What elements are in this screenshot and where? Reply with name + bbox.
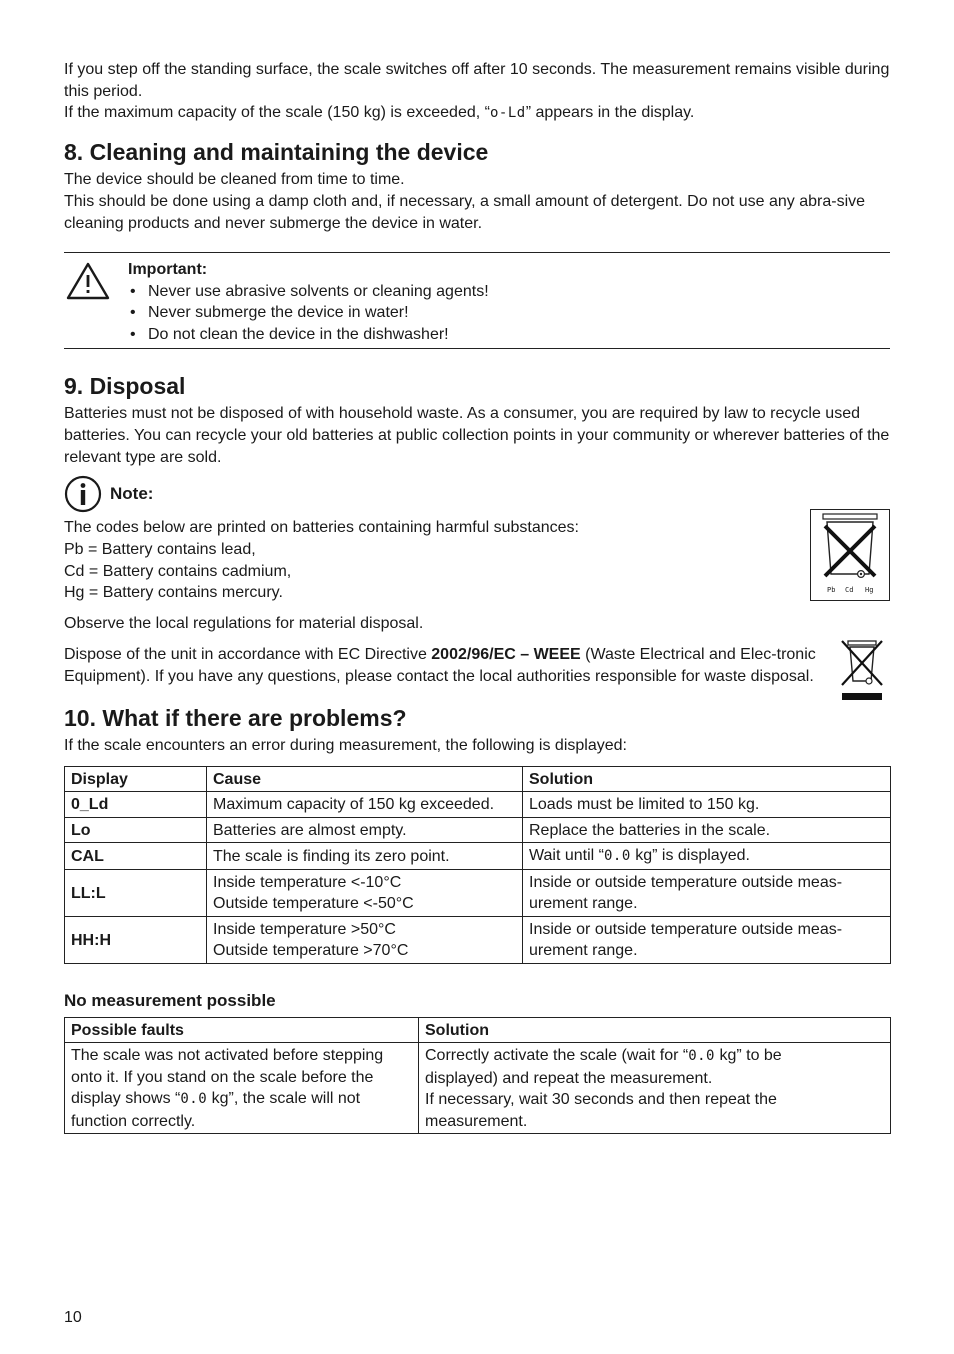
header-display: Display [65,766,207,792]
weee-directive: 2002/96/EC – WEEE [431,645,581,663]
table-row [65,869,891,916]
header-solution: Solution [419,1017,891,1043]
code-cadmium: Cd = Battery contains cadmium, [64,562,292,580]
display-code: HH:H [65,916,207,963]
battery-codes [64,517,890,604]
solution-line: Inside or outside temperature outside meas- [529,873,843,891]
zero-display-code: 0.0 [603,848,631,865]
weee-block [64,644,890,687]
solution-cell [523,843,891,870]
fault-line: The scale was not activated before stepping [71,1047,384,1065]
bin-label-hg: Hg [865,586,874,595]
cause-cell [207,869,523,916]
important-content [128,259,489,345]
regulations-paragraph: Observe the local regulations for material disposal. [64,615,424,633]
important-list [128,281,489,346]
header-cause: Cause [207,766,523,792]
intro-paragraph-2 [64,102,890,125]
solution-line [425,1045,884,1068]
header-possible-faults: Possible faults [65,1017,419,1043]
table-row [65,1043,891,1134]
codes-intro: The codes below are printed on batteries containing harmful substances: [64,519,579,537]
problems-intro: If the scale encounters an error during measurement, the following is displayed: [64,737,627,755]
table-row [65,817,891,843]
weee-text-before: Dispose of the unit in accordance with EC Directive [64,645,432,663]
solution-line: If necessary, wait 30 seconds and then repeat the [425,1091,777,1109]
table-row [65,843,891,870]
intro-paragraph-1: If you step off the standing surface, the scale switches off after 10 seconds. The measurement remains visible during this period. [64,61,890,100]
section-10-heading: 10. What if there are problems? [64,705,407,732]
intro-p2-text-before: If the maximum capacity of the scale (150 kg) is exceeded, “ [64,104,490,122]
solution-line: displayed) and repeat the measurement. [425,1069,713,1087]
header-solution: Solution [523,766,891,792]
cause-cell: Maximum capacity of 150 kg exceeded. [207,792,523,818]
table-header-row [65,766,891,792]
table-row [65,916,891,963]
warning-triangle-icon [66,262,110,300]
faults-table [64,1017,891,1135]
solution-cell [419,1043,891,1134]
table-header-row [65,1017,891,1043]
display-code: LL:L [65,869,207,916]
note-header [64,475,890,517]
cause-cell [207,916,523,963]
cause-line: Inside temperature >50°C [213,920,396,938]
disposal-paragraph: Batteries must not be disposed of with household waste. As a consumer, you are required by law to recycle used batteries. You can recycle your old batteries at public collection points in your community or wherever batteries of the relevant type are sold. [64,405,890,466]
cleaning-paragraph-1: The device should be cleaned from time to time. [64,171,405,189]
note-label: Note: [110,484,154,504]
solution-line: measurement. [425,1112,528,1130]
zero-display-code: 0.0 [180,1091,208,1108]
cleaning-paragraph-2: This should be done using a damp cloth and, if necessary, a small amount of detergent. Do not use any abra-sive cleaning products and never submerge the device in water. [64,192,866,232]
page-number: 10 [64,1309,82,1326]
important-title: Important: [128,261,208,279]
important-item: • Never submerge the device in water! [128,302,489,324]
weee-paragraph [64,644,824,687]
fault-text-before: display shows “ [71,1090,181,1108]
bin-label-pb: Pb [827,586,836,595]
fault-line: function correctly. [71,1112,196,1130]
cause-line: Outside temperature >70°C [213,942,409,960]
solution-text-after: kg” is displayed. [630,847,750,865]
cause-cell: Batteries are almost empty. [207,817,523,843]
display-code: CAL [65,843,207,870]
fault-line: onto it. If you stand on the scale before the [71,1068,374,1086]
error-table [64,766,891,964]
fault-line [71,1088,412,1111]
important-box [64,252,890,349]
overload-display-code: o-Ld [489,105,526,122]
cause-line: Outside temperature <-50°C [213,895,414,913]
no-measurement-subheading: No measurement possible [64,990,276,1010]
section-9-heading: 9. Disposal [64,373,186,400]
code-lead: Pb = Battery contains lead, [64,541,256,559]
bin-label-cd: Cd [845,586,854,595]
weee-bin-icon [838,635,886,705]
weee-text-after: (Waste Electrical and Elec-tronic Equipment). If you have any questions, please contact the local authorities responsible for waste disposal. [64,645,816,685]
important-item: • Do not clean the device in the dishwasher! [128,324,489,346]
fault-cell [65,1043,419,1134]
manual-page [64,59,890,1134]
solution-text-before: Correctly activate the scale (wait for “ [425,1047,689,1065]
solution-cell: Loads must be limited to 150 kg. [523,792,891,818]
solution-line: urement range. [529,895,638,913]
solution-cell [523,916,891,963]
display-code: 0_Ld [65,792,207,818]
code-mercury: Hg = Battery contains mercury. [64,584,283,602]
cause-cell: The scale is finding its zero point. [207,843,523,870]
important-item: • Never use abrasive solvents or cleaning agents! [128,281,489,303]
fault-text-after: kg”, the scale will not [207,1090,361,1108]
solution-cell [523,869,891,916]
display-code: Lo [65,817,207,843]
battery-bin-icon [810,509,890,601]
solution-cell: Replace the batteries in the scale. [523,817,891,843]
solution-text-before: Wait until “ [529,847,604,865]
zero-display-code: 0.0 [688,1048,715,1065]
info-icon [64,475,102,513]
solution-text-after: kg” to be [715,1047,782,1065]
solution-line: Inside or outside temperature outside meas- [529,920,843,938]
intro-p2-text-after: ” appears in the display. [525,104,695,122]
solution-line: urement range. [529,942,638,960]
cause-line: Inside temperature <-10°C [213,873,402,891]
table-row [65,792,891,818]
section-8-heading: 8. Cleaning and maintaining the device [64,139,489,166]
